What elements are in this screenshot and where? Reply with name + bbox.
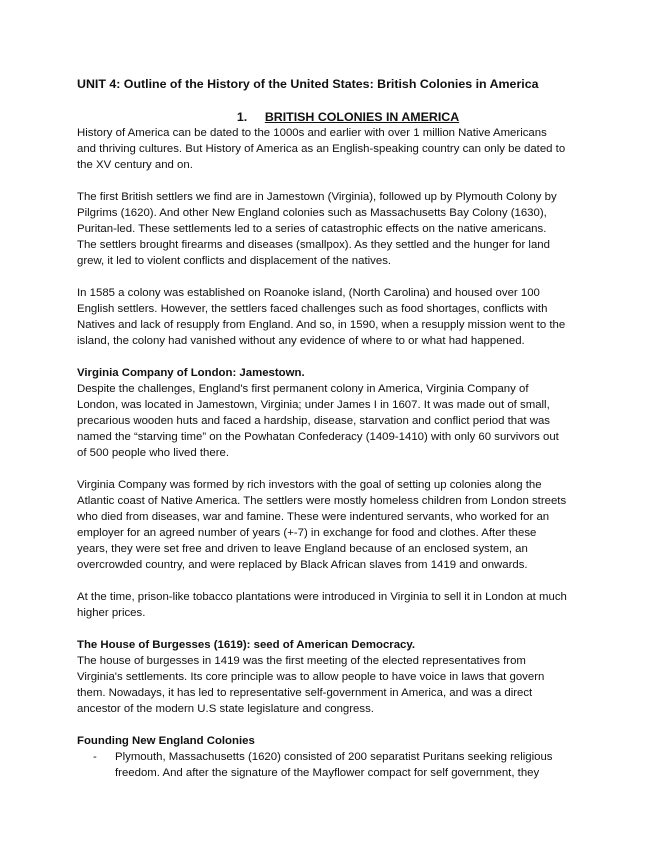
settlers-paragraph: The first British settlers we find are in Jamestown (Virginia), followed up by Plymouth Colony by Pilgrims (1620). And other New England colonies such as Massachusetts Bay Colony (1630), Puritan-led. These settlements led to a series of catastrophic effects on the native americans. The settlers brought firearms and diseases (smallpox). As they settled and the hunger for land grew, it led to violent conflicts and displacement of the natives. — [77, 191, 557, 267]
new-england-list — [77, 749, 567, 781]
roanoke-paragraph: In 1585 a colony was established on Roanoke island, (North Carolina) and housed over 100 English settlers. However, the settlers faced challenges such as food shortages, conflicts with Natives and lack of resupply from England. And so, in 1590, when a resupply mission went to the island, the colony had vanished without any evidence of where to or what had happened. — [77, 287, 566, 347]
jamestown-paragraph: Despite the challenges, England's first permanent colony in America, Virginia Company of London, was located in Jamestown, Virginia; under James I in 1607. It was made out of small, precarious wooden huts and faced a hardship, disease, starvation and conflict period that was named the “starving time” on the Powhatan Confederacy (1409-1410) with only 60 survivors out of 500 people who lived there. — [77, 383, 559, 459]
list-dash-marker: - — [93, 751, 97, 763]
new-england-heading: Founding New England Colonies — [77, 735, 255, 747]
document-title: UNIT 4: Outline of the History of the United States: British Colonies in America — [77, 77, 539, 91]
virginia-heading: Virginia Company of London: Jamestown. — [77, 367, 305, 379]
burgesses-heading: The House of Burgesses (1619): seed of American Democracy. — [77, 639, 416, 651]
burgesses-paragraph: The house of burgesses in 1419 was the first meeting of the elected representatives from Virginia's settlements. Its core principle was to allow people to have voice in laws that govern them. Nowadays, it has led to representative self-government in America, and was a direct ancestor of the modern U.S state legislature and congress. — [77, 655, 545, 715]
section-number: 1. — [236, 110, 248, 124]
list-item-text: Plymouth, Massachusetts (1620) consisted of 200 separatist Puritans seeking religious freedom. And after the signature of the Mayflower compact for self government, they — [115, 751, 553, 779]
section-title: BRITISH COLONIES IN AMERICA — [264, 110, 460, 124]
intro-paragraph: History of America can be dated to the 1000s and earlier with over 1 million Native Americans and thriving cultures. But History of America as an English-speaking country can only be dated to the XV century and on. — [77, 127, 566, 171]
virginia-company-paragraph: Virginia Company was formed by rich investors with the goal of setting up colonies along the Atlantic coast of Native America. The settlers were mostly homeless children from London streets who died from diseases, war and famine. These were indentured servants, who worked for an employer for an agreed number of years (+-7) in exchange for food and clothes. After these years, they were set free and driven to leave England because of an enclosed system, an overcrowded country, and were replaced by Black African slaves from 1419 and onwards. — [77, 479, 567, 571]
section-heading — [77, 109, 567, 125]
tobacco-paragraph: At the time, prison-like tobacco plantations were introduced in Virginia to sell it in London at much higher prices. — [77, 591, 567, 619]
list-item — [77, 749, 567, 781]
document-page — [77, 76, 567, 781]
